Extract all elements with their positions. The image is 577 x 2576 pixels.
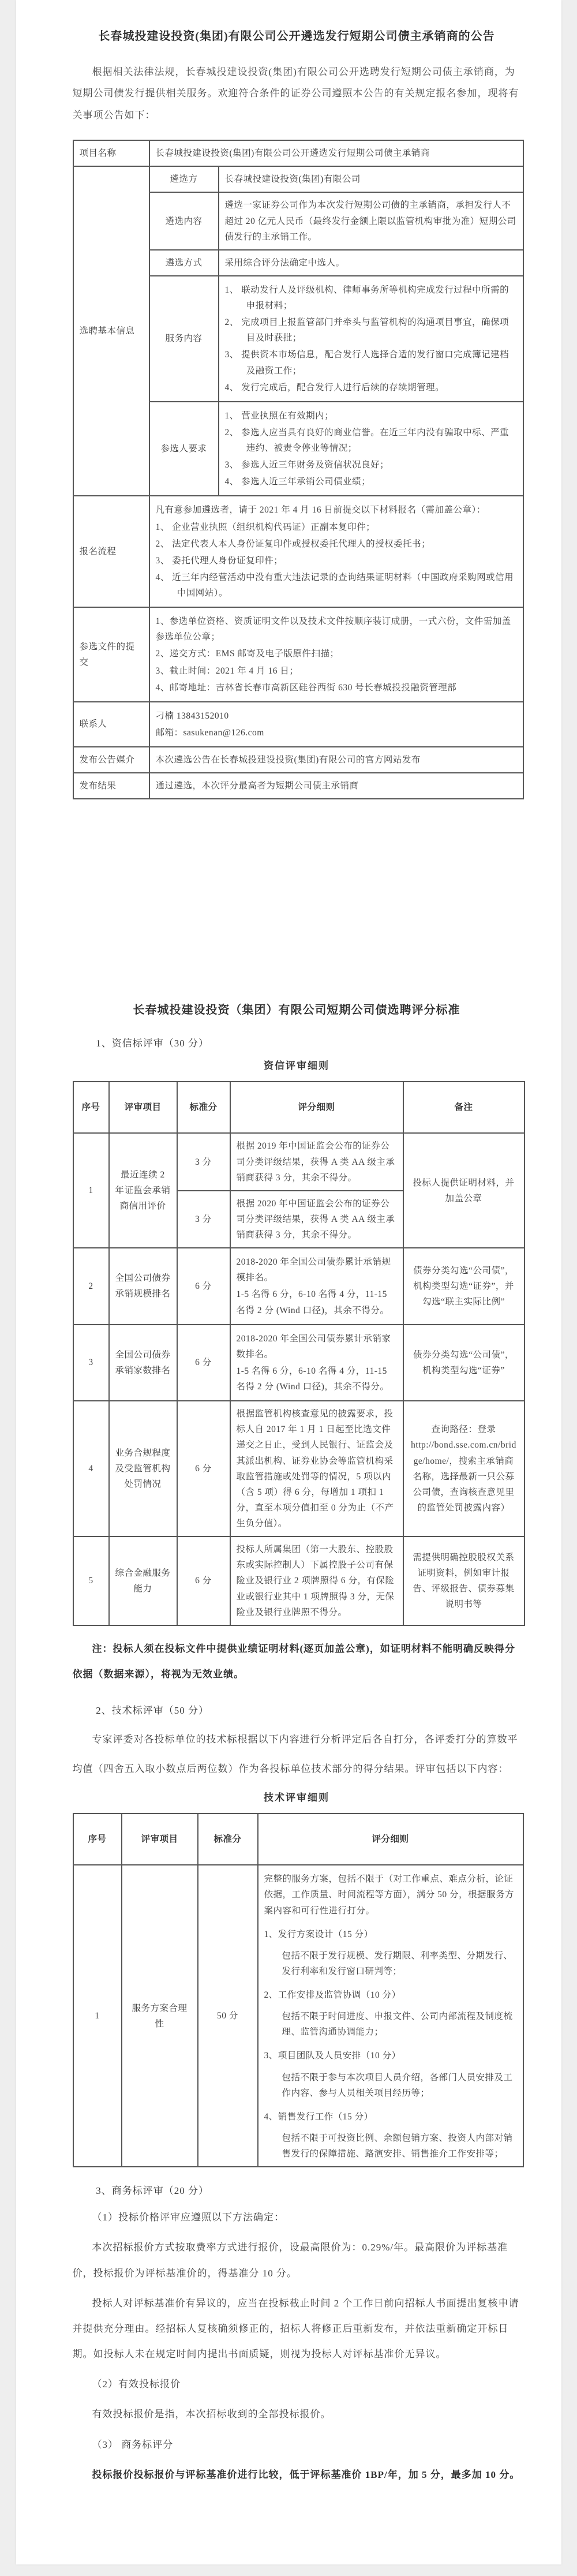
contact-email: 邮箱：sasukenan@126.com <box>155 727 264 738</box>
requirements-cell <box>219 402 523 496</box>
submit-item: 3、截止时间：2021 年 4 月 16 日； <box>155 666 299 676</box>
row-item: 全国公司债券承销规模排名 <box>109 1248 177 1325</box>
sub-value: 遴选一家证券公司作为本次发行短期公司债的主承销商，承担发行人不超过 20 亿元人民币（最终发行金额上限以监管机构审批为准）短期公司债发行的主承销工作。 <box>219 192 523 249</box>
result-value: 通过遴选，本次评分最高者为短期公司债主承销商 <box>149 773 523 799</box>
header-no: 序号 <box>73 1082 109 1133</box>
row-score: 3 分 <box>177 1133 230 1190</box>
row-score: 6 分 <box>177 1325 230 1401</box>
requirement-item: 1、 营业执照在有效期内； <box>224 410 334 421</box>
row-note: 查询路径：登录 http://bond.sse.com.cn/bridge/home/，搜索主承销商名称，选择最新一只公募公司债，查询核查意见里的监管处罚披露内容） <box>403 1401 524 1536</box>
media-label: 发布公告媒介 <box>73 747 149 773</box>
business-paragraph-6: （3） 商务标评分 <box>92 2439 174 2450</box>
contact-name-phone: 刁楠 13843152010 <box>155 711 229 721</box>
tech-row-1 <box>73 1865 523 2167</box>
tech-detail-line: 3、项目团队及人员安排（10 分） <box>264 2051 401 2061</box>
requirement-item: 3、 参选人近三年财务及资信状况良好； <box>224 460 389 470</box>
sub-label: 遴选内容 <box>149 192 219 249</box>
row-detail-cell <box>230 1248 403 1325</box>
sub-value: 长春城投建设投资(集团)有限公司 <box>219 166 523 192</box>
announcement-title: 长春城投建设投资(集团)有限公司公开遴选发行短期公司债主承销商的公告 <box>98 30 495 43</box>
row-note: 债券分类勾选“公司债”，机构类型勾选“证券”，并勾选“联主实际比例” <box>403 1248 524 1325</box>
credit-section-heading: 1、资信标评审（30 分） <box>96 1038 209 1049</box>
detail-line: 1-5 名得 6 分，6-10 名得 4 分，11-15 名得 2 分 (Wind 口径)，其余不得分。 <box>236 1289 389 1315</box>
row-detail: 投标人所属集团（第一大股东、控股股东或实际控制人）下属控股子公司有保险业及银行业 2 项牌照得 6 分，有保险业或银行业其中 1 项牌照得 3 分，无保险业及银行业牌照不得分。 <box>230 1536 403 1625</box>
submit-item: 2、递交方式：EMS 邮寄及电子版原件扫描； <box>155 649 339 659</box>
row-no: 1 <box>73 1865 122 2167</box>
contact-label: 联系人 <box>73 702 149 747</box>
signup-label: 报名流程 <box>73 496 149 607</box>
row-note: 需提供明确控股股权关系证明资料，例如审计报告、评级报告、债券募集说明书等 <box>403 1536 524 1625</box>
media-value: 本次遴选公告在长春城投建设投资(集团)有限公司的官方网站发布 <box>149 747 523 773</box>
tech-detail-line: 4、销售发行工作（15 分） <box>264 2111 373 2122</box>
credit-row-4 <box>73 1401 524 1536</box>
signup-item: 3、 委托代理人身份证复印件； <box>155 555 283 566</box>
signup-item: 1、 企业营业执照（组织机构代码证）正副本复印件； <box>155 522 376 532</box>
header-note: 备注 <box>403 1082 524 1133</box>
detail-line: 1-5 名得 6 分，6-10 名得 4 分，11-15 名得 2 分 (Wind 口径)，其余不得分。 <box>236 1366 389 1392</box>
row-no: 5 <box>73 1536 109 1625</box>
service-item: 1、 联动发行人及评级机构、律师事务所等机构完成发行过程中所需的申报材料； <box>224 285 509 311</box>
tech-detail-line: 2、工作安排及监管协调（10 分） <box>264 1990 401 2001</box>
tech-detail-line: 包括不限于时间进度、申报文件、公司内部流程及制度梳理、监管沟通协调能力； <box>282 2012 513 2037</box>
credit-row-3 <box>73 1325 524 1401</box>
project-value: 长春城投建设投资(集团)有限公司公开遴选发行短期公司债主承销商 <box>149 140 523 166</box>
sub-label: 服务内容 <box>149 276 219 402</box>
row-score: 3 分 <box>177 1191 230 1248</box>
business-paragraph-3: 投标人对评标基准价有异议的，应当在投标截止时间 2 个工作日前向招标人书面提出复核申请并提供充分理由。经招标人复核确须修正的，招标人将修正后重新发布，并依法重新确定开标日期。如投标人未在规定时间内提出书面质疑，则视为投标人对评标基准价无异议。 <box>72 2297 519 2360</box>
service-item: 2、 完成项目上报监管部门并牵头与监管机构的沟通项目事宜，确保项目及时获批； <box>224 317 509 343</box>
row-announcement-media <box>73 747 523 773</box>
page-break-gap <box>73 799 521 990</box>
announcement-intro: 根据相关法律法规，长春城投建设投资(集团)有限公司公开选聘发行短期公司债主承销商，为短期公司债发行提供相关服务。欢迎符合条件的证券公司遵照本公告的有关规定报名参加，现将有关事项公告如下： <box>72 66 519 121</box>
header-score: 标准分 <box>198 1814 258 1865</box>
row-result-publication <box>73 773 523 799</box>
tech-detail-line: 完整的服务方案，包括不限于（对工作重点、难点分析，论证依据，工作质量、时间流程等方面），满分 50 分，根据服务方案内容和可行性进行打分。 <box>264 1874 515 1916</box>
row-selector <box>73 166 523 192</box>
row-no: 4 <box>73 1401 109 1536</box>
row-no: 3 <box>73 1325 109 1401</box>
row-detail-cell <box>230 1325 403 1401</box>
sub-label: 遴选方 <box>149 166 219 192</box>
row-no: 2 <box>73 1248 109 1325</box>
requirement-item: 4、 参选人近三年承销公司债业绩； <box>224 477 371 487</box>
submit-cell <box>149 607 523 702</box>
header-detail: 评分细则 <box>230 1082 403 1133</box>
basic-info-label: 选聘基本信息 <box>73 166 149 496</box>
row-contact <box>73 702 523 747</box>
project-label: 项目名称 <box>73 140 149 166</box>
tech-detail-line: 包括不限于发行规模、发行期限、利率类型、分期发行、发行利率和发行窗口研判等； <box>282 1950 513 1976</box>
tech-review-table <box>73 1813 524 2167</box>
row-item: 服务方案合理性 <box>122 1865 198 2167</box>
detail-line: 2018-2020 年全国公司债券累计承销规模排名。 <box>236 1257 391 1283</box>
service-content-cell <box>219 276 523 402</box>
row-detail: 根据 2020 年中国证监会公布的证券公司分类评级结果，获得 A 类 AA 级主承销商获得 3 分，其余不得分。 <box>230 1191 403 1248</box>
signup-item: 2、 法定代表人本人身份证复印件或授权委托代理人的授权委托书； <box>155 539 431 549</box>
row-item: 全国公司债券承销家数排名 <box>109 1325 177 1401</box>
tech-section-heading: 2、技术标评审（50 分） <box>96 1705 209 1717</box>
tech-header-row <box>73 1814 523 1865</box>
detail-line: 2018-2020 年全国公司债券累计承销家数排名。 <box>236 1333 391 1359</box>
result-label: 发布结果 <box>73 773 149 799</box>
row-score: 50 分 <box>198 1865 258 2167</box>
tech-detail-line: 包括不限于参与本次项目人员介绍，各部门人员安排及工作内容、参与人员相关项目经历等； <box>282 2072 513 2098</box>
business-paragraph-1: （1）投标价格评审应遵照以下方法确定： <box>92 2212 284 2223</box>
submit-item: 1、参选单位资格、资质证明文件以及技术文件按顺序装订成册，一式六份，文件需加盖参选单位公章； <box>155 616 511 642</box>
tech-detail-line: 包括不限于可投资比例、余额包销方案、投资人内部对销售发行的保障措施、路演安排、销售推介工作安排等； <box>282 2133 513 2159</box>
tech-section-intro: 专家评委对各投标单位的技术标根据以下内容进行分析评定后各自打分，各评委打分的算数平均值（四舍五入取小数点后两位数）作为各投标单位技术部分的得分结果。评审包括以下内容： <box>72 1734 518 1775</box>
row-signup-process <box>73 496 523 607</box>
row-file-submission <box>73 607 523 702</box>
row-note: 投标人提供证明材料，并加盖公章 <box>403 1133 524 1248</box>
credit-review-table <box>73 1081 525 1626</box>
row-score: 6 分 <box>177 1248 230 1325</box>
header-item: 评审项目 <box>109 1082 177 1133</box>
service-item: 4、 发行完成后，配合发行人进行后续的存续期管理。 <box>224 382 445 392</box>
header-no: 序号 <box>73 1814 122 1865</box>
business-paragraph-4: （2）有效投标报价 <box>92 2379 181 2390</box>
business-paragraph-7: 投标报价投标报价与评标基准价进行比较，低于评标基准价 1BP/年，加 5 分，最多加 10 分。 <box>92 2469 520 2480</box>
submit-item: 4、邮寄地址：吉林省长春市高新区硅谷西街 630 号长春城投投融资管理部 <box>155 682 457 693</box>
document-page <box>16 0 561 2564</box>
row-no: 1 <box>73 1133 109 1248</box>
row-detail: 根据 2019 年中国证监会公布的证券公司分类评级结果，获得 A 类 AA 级主承销商获得 3 分，其余不得分。 <box>230 1133 403 1190</box>
signup-item: 4、 近三年内经营活动中没有重大违法记录的查询结果证明材料（中国政府采购网或信用中国网站）。 <box>155 572 514 599</box>
document-content <box>33 27 544 2488</box>
sub-label: 遴选方式 <box>149 250 219 276</box>
credit-header-row <box>73 1082 524 1133</box>
row-note: 债券分类勾选“公司债”，机构类型勾选“证券” <box>403 1325 524 1401</box>
announcement-info-table <box>73 140 524 799</box>
submit-label: 参选文件的提交 <box>73 607 149 702</box>
row-item: 综合金融服务能力 <box>109 1536 177 1625</box>
header-detail: 评分细则 <box>258 1814 523 1865</box>
contact-cell <box>149 702 523 747</box>
service-item: 3、 提供资本市场信息，配合发行人选择合适的发行窗口完成簿记建档及融资工作； <box>224 350 509 376</box>
row-score: 6 分 <box>177 1536 230 1625</box>
row-project <box>73 140 523 166</box>
business-section-heading: 3、商务标评审（20 分） <box>96 2185 209 2197</box>
row-item: 最近连续 2 年证监会承销商信用评价 <box>109 1133 177 1248</box>
tech-table-title: 技术评审细则 <box>264 1792 329 1804</box>
requirement-item: 2、 参选人应当具有良好的商业信誉。在近三年内没有骗取中标、严重违约、被责令停业等情况； <box>224 427 509 454</box>
credit-row-1a <box>73 1133 524 1190</box>
credit-row-5 <box>73 1536 524 1625</box>
scoring-title: 长春城投建设投资（集团）有限公司短期公司债选聘评分标准 <box>133 1004 460 1017</box>
signup-intro: 凡有意参加遴选者，请于 2021 年 4 月 16 日前提交以下材料报名（需加盖公章）： <box>155 505 486 515</box>
business-paragraph-2: 本次招标报价方式按取费率方式进行报价，设最高限价为：0.29%/年。最高限价为评标基准价，投标报价为评标基准价的，得基准分 10 分。 <box>72 2242 508 2279</box>
business-paragraph-5: 有效投标报价是指，本次招标收到的全部投标报价。 <box>92 2409 331 2420</box>
credit-table-title: 资信评审细则 <box>264 1060 329 1072</box>
signup-cell <box>149 496 523 607</box>
credit-table-note: 注：投标人须在投标文件中提供业绩证明材料(逐页加盖公章)，如证明材料不能明确反映得分依据（数据来源），将视为无效业绩。 <box>72 1643 515 1680</box>
header-item: 评审项目 <box>122 1814 198 1865</box>
sub-label: 参选人要求 <box>149 402 219 496</box>
credit-row-2 <box>73 1248 524 1325</box>
row-detail: 根据监管机构核查意见的披露要求，投标人自 2017 年 1 月 1 日起至比选文件递交之日止，受到人民银行、证监会及其派出机构、证券业协会等监管机构采取监管措施或处罚等的情况，5 项以内（含 5 项）得 6 分，每增加 1 项扣 1 分，直至本项分值扣至 0 分为止（不产生负分值）。 <box>230 1401 403 1536</box>
header-score: 标准分 <box>177 1082 230 1133</box>
row-score: 6 分 <box>177 1401 230 1536</box>
sub-value: 采用综合评分法确定中选人。 <box>219 250 523 276</box>
tech-detail-line: 1、发行方案设计（15 分） <box>264 1929 373 1939</box>
row-item: 业务合规程度及受监管机构处罚情况 <box>109 1401 177 1536</box>
tech-detail-cell <box>258 1865 523 2167</box>
